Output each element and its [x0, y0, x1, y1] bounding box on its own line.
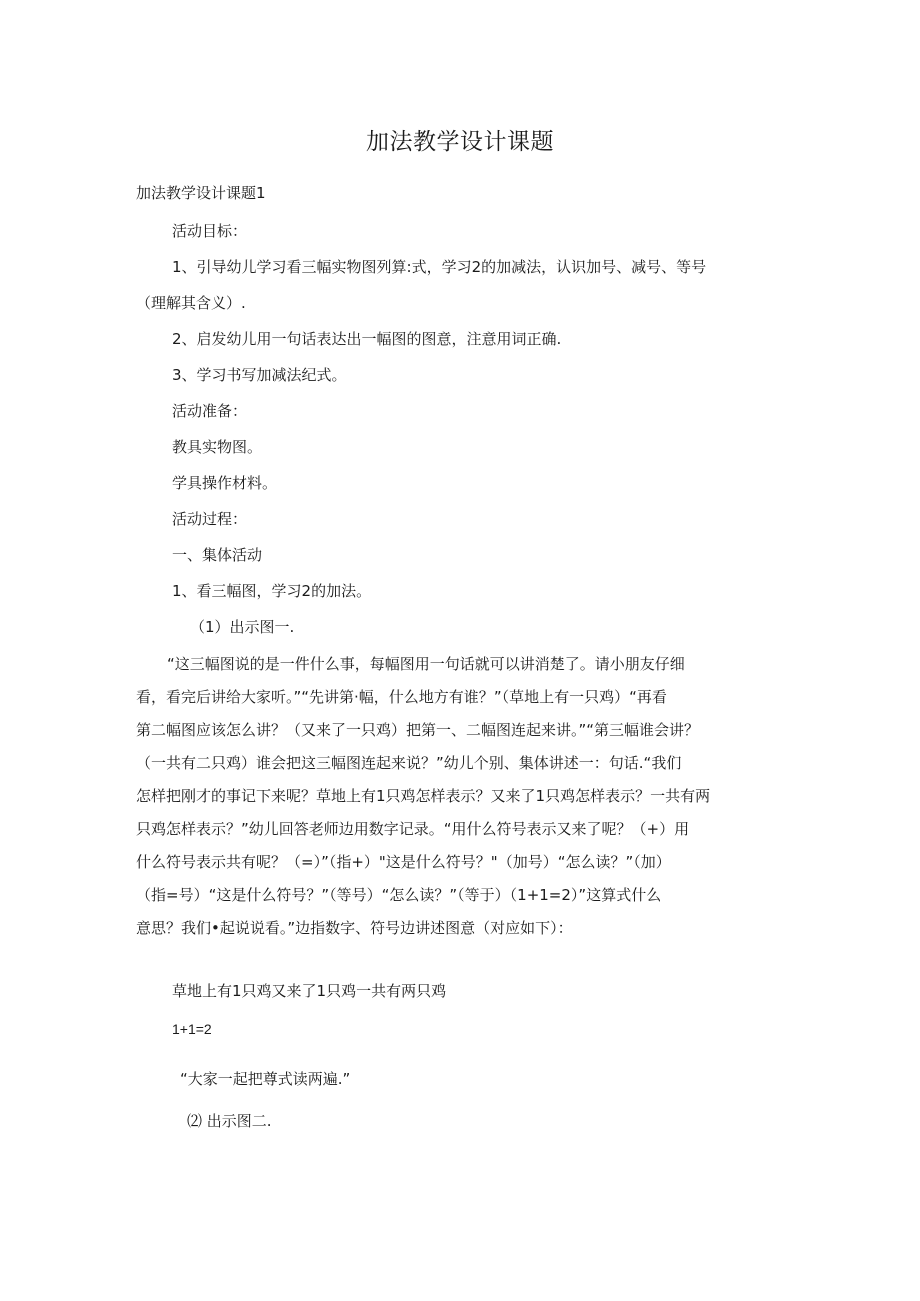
paragraph-line: 只鸡怎样表示？”幼儿回答老师边用数字记录。“用什么符号表示又来了呢？（+）用 [136, 820, 690, 838]
document-subtitle: 加法教学设计课题1 [136, 184, 266, 202]
prep-item-2: 学具操作材料。 [172, 474, 278, 492]
document-title: 加法教学设计课题 [366, 129, 554, 155]
goal-3: 3、学习书写加减法纪式。 [172, 366, 347, 384]
prep-heading: 活动准备： [172, 402, 248, 420]
formula: 1+1=2 [172, 1021, 212, 1037]
goal-1-line-2: （理解其含义）. [136, 294, 246, 312]
prep-item-1: 教具实物图。 [172, 438, 263, 456]
step-1: 1、看三幅图，学习2的加法。 [172, 582, 372, 600]
paragraph-line: （指=号）“这是什么符号？”（等号）“怎么读？”（等于）（1+1=2）”这算式什么 [136, 886, 662, 904]
read-aloud-instruction: “大家一起把尊式读两遍.” [180, 1070, 351, 1088]
paragraph-line: 看，看完后讲给大家听。”“先讲第·幅，什么地方有谁？”（草地上有一只鸡）“再看 [136, 688, 667, 706]
paragraph-line: 意思？我们•起说说看。”边指数字、符号边讲述图意（对应如下）： [136, 919, 573, 937]
goal-1-line-1: 1、引导幼儿学习看三幅实物图列算:式，学习2的加减法，认识加号、减号、等号 [172, 258, 707, 276]
sub-step-2: ⑵ 出示图二. [187, 1112, 272, 1130]
paragraph-line: 第二幅图应该怎么讲？（又来了一只鸡）把第一、二幅图连起来讲。”“第三幅谁会讲？ [136, 721, 700, 739]
section-heading: 一、集体活动 [172, 546, 263, 564]
dialogue-paragraph [136, 648, 781, 945]
paragraph-line: 什么符号表示共有呢？（=）”（指+）"这是什么符号？"（加号）“怎么读？”（加） [136, 853, 671, 871]
paragraph-line: 怎样把刚才的事记下来呢？草地上有1只鸡怎样表示？又来了1只鸡怎样表示？一共有两 [136, 787, 711, 805]
goal-2: 2、启发幼儿用一句话表达出一幅图的图意，注意用词正确. [172, 330, 562, 348]
process-heading: 活动过程： [172, 510, 248, 528]
sub-step-1: （1）出示图一. [190, 618, 295, 636]
goals-heading: 活动目标： [172, 222, 248, 240]
paragraph-line: “这三幅图说的是一件什么事，每幅图用一句话就可以讲消楚了。请小朋友仔细 [167, 655, 685, 673]
paragraph-line: （一共有二只鸡）谁会把这三幅图连起来说？”幼儿个别、集体讲述一：句话.“我们 [136, 754, 682, 772]
summary-sentence: 草地上有1只鸡又来了1只鸡一共有两只鸡 [172, 982, 447, 1000]
